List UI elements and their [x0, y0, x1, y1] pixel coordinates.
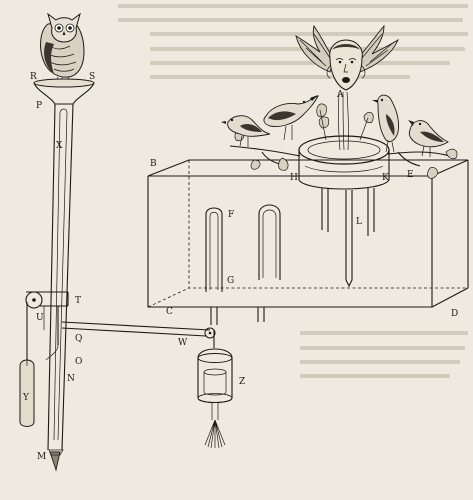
label-R: R — [30, 72, 37, 82]
owl-icon — [41, 14, 84, 81]
cistern-HK — [299, 136, 389, 286]
label-Z: Z — [239, 377, 246, 387]
siphon-tube-bent — [259, 205, 280, 280]
label-A: A — [337, 90, 344, 100]
connecting-rod — [62, 322, 215, 348]
label-Y: Y — [23, 393, 29, 403]
label-F: F — [228, 210, 235, 220]
siphon-tube-FG — [206, 208, 222, 292]
label-M: M — [37, 452, 47, 462]
label-U: U — [36, 313, 44, 323]
label-H: H — [290, 173, 298, 183]
bucket-icon — [198, 349, 232, 448]
label-N: N — [67, 374, 75, 384]
label-S: S — [89, 72, 96, 82]
label-L: L — [356, 217, 362, 227]
songbird-icon-2 — [264, 95, 318, 140]
label-T: T — [75, 296, 82, 306]
songbird-icon-4 — [408, 120, 448, 157]
label-P: P — [36, 101, 43, 111]
drain-pipes — [211, 307, 264, 325]
label-B: B — [150, 159, 157, 169]
label-X: X — [56, 141, 63, 151]
counterweight-cord — [27, 302, 58, 360]
pedestal-cap — [34, 79, 94, 104]
water-tank — [148, 160, 468, 307]
float-column — [48, 104, 73, 470]
label-K: K — [382, 173, 389, 183]
bleed-through-text — [118, 4, 468, 378]
label-Q: Q — [75, 334, 83, 344]
label-E: E — [407, 170, 414, 180]
label-G: G — [227, 276, 235, 286]
label-D: D — [451, 309, 459, 319]
label-O: O — [75, 357, 83, 367]
label-C: C — [166, 307, 173, 317]
label-W: W — [178, 338, 188, 348]
songbird-icon-3 — [372, 95, 399, 152]
songbird-icon — [221, 116, 270, 147]
